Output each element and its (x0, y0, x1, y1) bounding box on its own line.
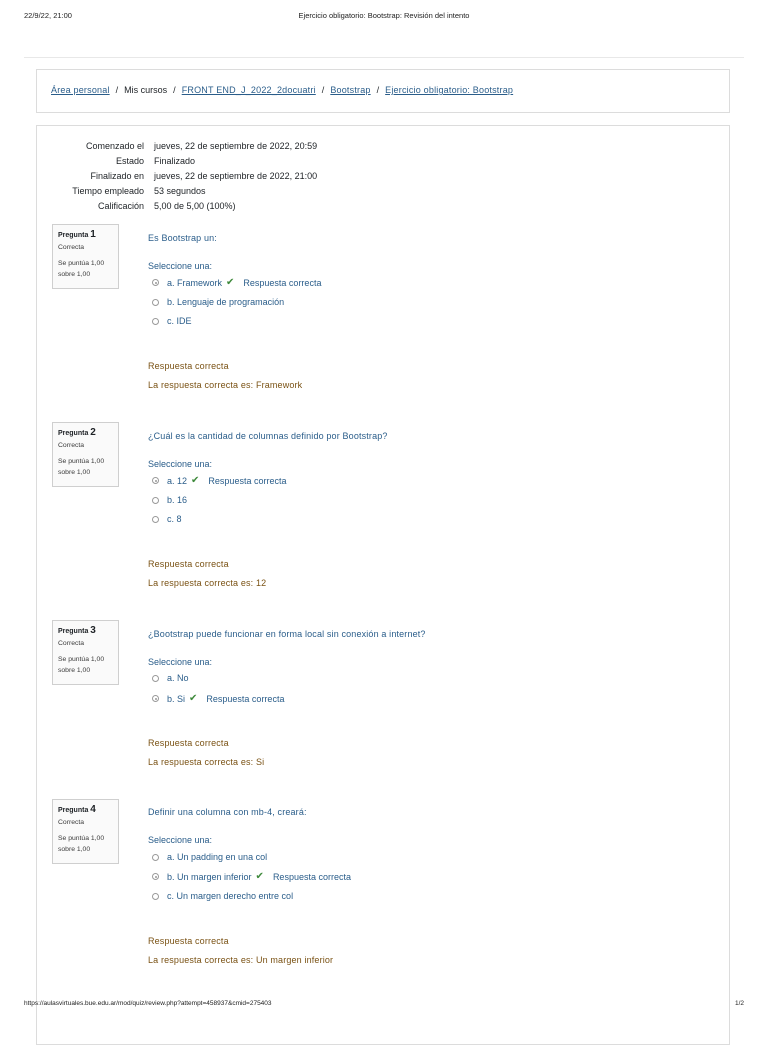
question-state: Correcta (58, 442, 85, 449)
page-number: 1/2 (734, 1000, 744, 1007)
option-4c[interactable]: c. Un margen derecho entre col (152, 891, 293, 901)
option-4b[interactable]: b. Un margen inferior ✔ Respuesta correcta (152, 871, 351, 882)
summary-row-finished: Finalizado en jueves, 22 de septiembre de 2022, 21:00 (90, 171, 318, 181)
radio-icon[interactable] (152, 516, 159, 523)
radio-icon[interactable] (152, 873, 159, 880)
option-3b[interactable]: b. Si ✔ Respuesta correcta (152, 693, 284, 704)
question-text-4: Definir una columna con mb-4, creará: (148, 807, 307, 817)
breadcrumb-area-personal[interactable]: Área personal (51, 85, 110, 95)
review-container (36, 125, 730, 1045)
right-answer-2: La respuesta correcta es: 12 (148, 578, 267, 588)
checkmark-icon: ✔ (191, 475, 200, 486)
option-1b[interactable]: b. Lenguaje de programación (152, 297, 284, 307)
radio-icon[interactable] (152, 854, 159, 861)
page-url: https://aulasvirtuales.bue.edu.ar/mod/quiz/review.php?attempt=458937&cmid=275403 (24, 1000, 272, 1007)
radio-icon[interactable] (152, 279, 159, 286)
option-2b[interactable]: b. 16 (152, 495, 187, 505)
print-footer (24, 1000, 744, 1010)
option-4a[interactable]: a. Un padding en una col (152, 852, 267, 862)
right-answer-3: La respuesta correcta es: Si (148, 757, 265, 767)
question-info-3: Pregunta 3 Correcta Se puntúa 1,00 sobre 1,00 (52, 620, 119, 685)
question-number: 4 (90, 804, 96, 815)
summary-row-grade: Calificación 5,00 de 5,00 (100%) (97, 201, 236, 211)
summary-row-state: Estado Finalizado (115, 156, 196, 166)
checkmark-icon: ✔ (189, 693, 198, 704)
select-one-label: Seleccione una: (148, 657, 213, 667)
question-info-2: Pregunta 2 Correcta Se puntúa 1,00 sobre 1,00 (52, 422, 119, 487)
question-text-3: ¿Bootstrap puede funcionar en forma local sin conexión a internet? (148, 629, 426, 639)
option-3a[interactable]: a. No (152, 673, 189, 683)
right-answer-4: La respuesta correcta es: Un margen inferior (148, 955, 334, 965)
select-one-label: Seleccione una: (148, 459, 213, 469)
breadcrumb-course[interactable]: FRONT END_J_2022_2docuatri (181, 85, 316, 95)
question-number: 1 (90, 229, 96, 240)
radio-icon[interactable] (152, 318, 159, 325)
question-state: Correcta (58, 819, 85, 826)
right-answer-1: La respuesta correcta es: Framework (148, 380, 303, 390)
breadcrumb-mis-cursos: Mis cursos (124, 85, 168, 95)
breadcrumb: Área personal / Mis cursos / FRONT END_J_2022_2docuatri / Bootstrap / Ejercicio obligatorio: Bootstrap (51, 85, 514, 95)
radio-icon[interactable] (152, 893, 159, 900)
radio-icon[interactable] (152, 299, 159, 306)
feedback-1: Respuesta correcta (148, 361, 229, 371)
question-info-1: Pregunta 1 Correcta Se puntúa 1,00 sobre 1,00 (52, 224, 119, 289)
question-number: 3 (90, 625, 96, 636)
feedback-4: Respuesta correcta (148, 936, 229, 946)
breadcrumb-quiz[interactable]: Ejercicio obligatorio: Bootstrap (385, 85, 514, 95)
select-one-label: Seleccione una: (148, 835, 213, 845)
breadcrumb-container (36, 69, 730, 113)
radio-icon[interactable] (152, 675, 159, 682)
radio-icon[interactable] (152, 695, 159, 702)
print-title: Ejercicio obligatorio: Bootstrap: Revisión del intento (298, 11, 470, 20)
question-state: Correcta (58, 640, 85, 647)
print-header (24, 11, 744, 23)
option-1a[interactable]: a. Framework ✔ Respuesta correcta (152, 277, 321, 288)
radio-icon[interactable] (152, 477, 159, 484)
option-2a[interactable]: a. 12 ✔ Respuesta correcta (152, 475, 286, 486)
feedback-3: Respuesta correcta (148, 738, 229, 748)
question-info-4: Pregunta 4 Correcta Se puntúa 1,00 sobre 1,00 (52, 799, 119, 864)
feedback-2: Respuesta correcta (148, 559, 229, 569)
question-text-1: Es Bootstrap un: (148, 233, 217, 243)
checkmark-icon: ✔ (255, 871, 264, 882)
breadcrumb-bootstrap[interactable]: Bootstrap (330, 85, 371, 95)
question-number: 2 (90, 427, 96, 438)
select-one-label: Seleccione una: (148, 261, 213, 271)
option-2c[interactable]: c. 8 (152, 514, 182, 524)
divider (24, 57, 744, 58)
checkmark-icon: ✔ (226, 277, 235, 288)
question-text-2: ¿Cuál es la cantidad de columnas definido por Bootstrap? (148, 431, 388, 441)
question-state: Correcta (58, 244, 85, 251)
summary-row-started: Comenzado el jueves, 22 de septiembre de 2022, 20:59 (85, 141, 318, 151)
print-date: 22/9/22, 21:00 (24, 11, 72, 20)
attempt-summary (40, 139, 317, 214)
option-1c[interactable]: c. IDE (152, 316, 192, 326)
summary-row-time: Tiempo empleado 53 segundos (72, 186, 206, 196)
radio-icon[interactable] (152, 497, 159, 504)
